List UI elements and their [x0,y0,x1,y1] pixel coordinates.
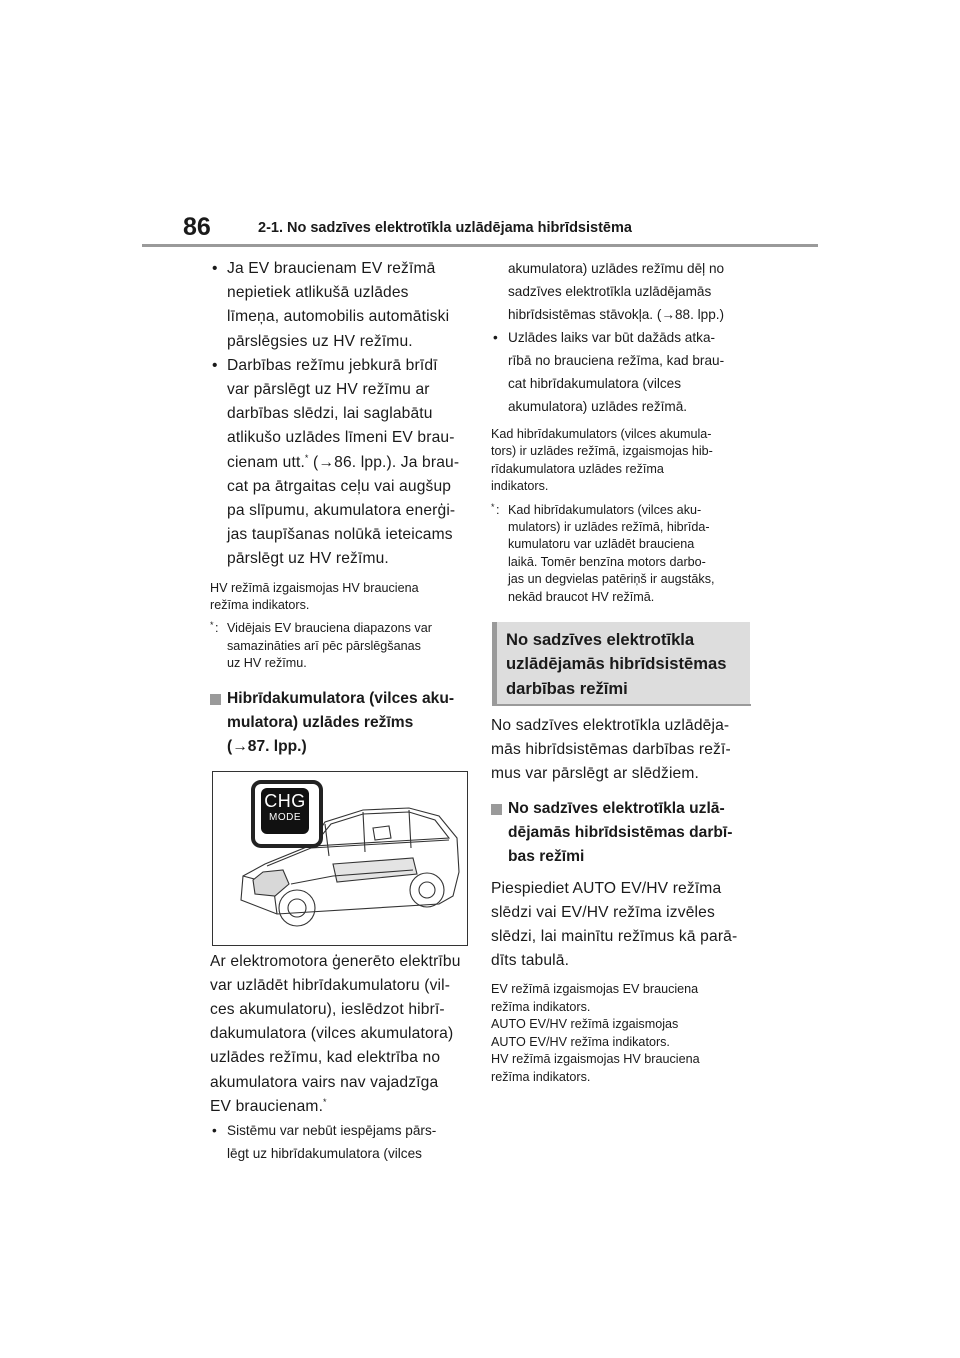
footnote-charge-while-driving: * : Kad hibrīdakumulators (vilces aku- mulators) ir uzlādes režīmā, hibrīda- kumulatoru var uzlādēt brauciena laikā. Tomēr benzīna motors darbo- jas un degvielas patēriņš ir augstāks, nekād braucot HV režīmā. [491,501,715,604]
note-charge-indicator: Kad hibrīdakumulators (vilces akumula- tors) ir uzlādes režīmā, izgaismojas hib- rīdakumulatora uzlādes režīma indikators. [491,427,713,494]
footnote-ev-range: * : Vidējais EV brauciena diapazons var samazināties arī pēc pārslēgšanas uz HV režīmu. [210,620,432,671]
operating-modes-intro: No sadzīves elektrotīkla uzlādēja- mās hibrīdsistēmas darbības režī- mus var pārslēgt ar slēdžiem. [491,717,731,783]
square-bullet-icon [210,694,221,705]
section-heading-operating-modes: No sadzīves elektrotīkla uzlādējamās hibrīdsistēmas darbības režīmi [492,622,750,704]
header-rule [142,244,818,247]
bullet-cannot-switch: • Sistēmu var nebūt iespējams pārs- lēgt uz hibrīdakumulatora (vilces [210,1119,468,1165]
left-column [210,257,468,1165]
note-mode-indicators: EV režīmā izgaismojas EV brauciena režīma indikators. AUTO EV/HV režīmā izgaismojas AUTO EV/HV režīma indikators. HV režīmā izgaismojas HV brauciena režīma indikators. [491,982,700,1084]
chg-mode-switch-icon: CHG MODE [261,788,309,834]
section-heading-rule [492,704,751,706]
right-column [491,257,753,1086]
chapter-title: 2-1. No sadzīves elektrotīkla uzlādējama hibrīdsistēma [258,220,632,236]
bullet-charge-time: • Uzlādes laiks var būt dažāds atka- rībā no brauciena režīma, kad brau- cat hibrīdakumulatora (vilces akumulatora) uzlādes režīmā. [491,326,753,418]
square-bullet-icon [491,804,502,815]
bullet-ev-insufficient: • Ja EV braucienam EV režīmā nepietiek atlikušā uzlādes līmeņa, automobilis automātiski pārslēgsies uz HV režīmu. [210,257,468,354]
note-hv-indicator: HV režīmā izgaismojas HV brauciena režīma indikators. [210,580,419,613]
mode-switch-instruction: Piespiediet AUTO EV/HV režīma slēdzi vai EV/HV režīma izvēles slēdzi, lai mainītu režīmus kā parā- dīts tabulā. [491,879,738,970]
car-illustration [212,771,468,946]
charge-mode-description: Ar elektromotora ģenerēto elektrību var uzlādēt hibrīdakumulatoru (vil- ces akumulatoru), ieslēdzot hibrī- dakumulatora (vilces akumulatora) uzlādes režīmu, kad elektrība no akumulatora vairs nav vajadzīga EV braucienam.* [210,952,461,1115]
page-number: 86 [183,213,211,241]
subhead-operating-modes: No sadzīves elektrotīkla uzlā- dējamās hibrīdsistēmas darbī- bas režīmi [491,797,753,869]
subhead-charge-mode: Hibrīdakumulatora (vilces aku- mulatora) uzlādes režīms (→87. lpp.) [210,687,468,759]
bullet-cannot-switch-continued: akumulatora) uzlādes režīmu dēļ no sadzīves elektrotīkla uzlādējamās hibrīdsistēmas stāvokļa. (→88. lpp.) [508,261,725,322]
bullet-switch-hv: • Darbības režīmu jebkurā brīdī var pārslēgt uz HV režīmu ar darbības slēdzi, lai saglabātu atlikušo uzlādes līmeni EV brau- cienam utt.* (→86. lpp.). Ja brau- cat pa ātrgaitas ceļu vai augšup pa slīpumu, akumulatora enerģi- jas taupīšanas nolūkā ieteicams pārslēgt uz HV režīmu. [210,354,468,572]
